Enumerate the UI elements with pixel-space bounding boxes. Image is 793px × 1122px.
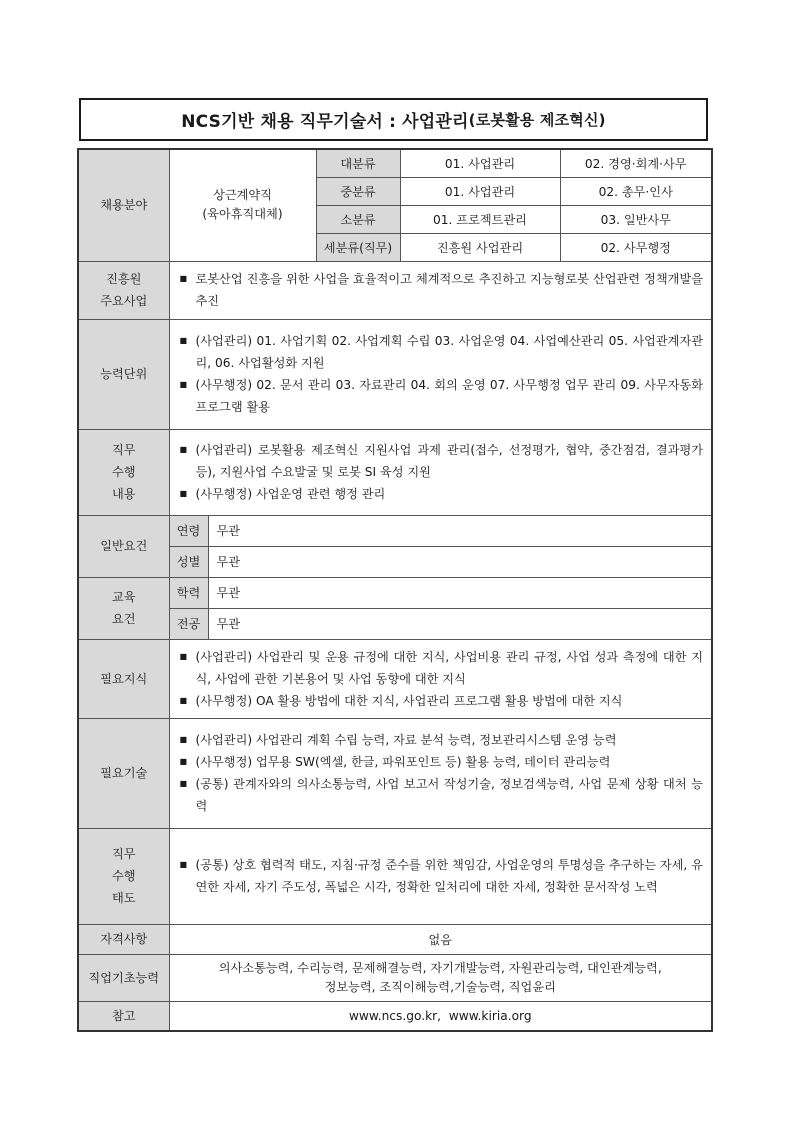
class-value-a: 01. 프로젝트관리 [400,205,560,233]
class-value-a: 01. 사업관리 [400,177,560,205]
education-requirements-label [78,577,169,639]
recruitment-field-label: 채용분야 [78,149,169,261]
class-level-label: 소분류 [316,205,400,233]
list-item: ■ (공통) 관계자와의 의사소통능력, 사업 보고서 작성기술, 정보검색능력, 사업 문제 상황 대처 능력 [178,773,704,817]
position-type [169,149,316,261]
main-business-label [78,261,169,319]
class-value-b: 02. 경영·회계·사무 [560,149,712,177]
label-line: 내용 [111,487,136,501]
list-item: ■ (사무행정) OA 활용 방법에 대한 지식, 사업관리 프로그램 활용 방법에 대한 지식 [178,690,704,712]
reference-links[interactable]: www.ncs.go.kr, www.kiria.org [169,1001,712,1031]
label-line: 수행 [111,869,136,883]
class-value-b: 02. 사무행정 [560,233,712,261]
class-value-a: 01. 사업관리 [400,149,560,177]
label-line: 수행 [111,465,136,479]
required-knowledge-content [169,639,712,718]
list-item: ■ (사업관리) 사업관리 계획 수립 능력, 자료 분석 능력, 정보관리시스템 운영 능력 [178,729,704,751]
document-title [79,98,708,141]
label-line: 교육 [111,590,136,604]
class-level-label: 세분류(직무) [316,233,400,261]
basic-abilities-line: 정보능력, 조직이해능력,기술능력, 직업윤리 [324,979,556,994]
main-business-content [169,261,712,319]
general-requirements-content [169,515,712,577]
basic-abilities-label: 직업기초능력 [78,954,169,1001]
required-knowledge-label: 필요지식 [78,639,169,718]
label-line: 직무 [111,443,136,457]
label-line: 직무 [111,847,136,861]
competency-units-content [169,319,712,429]
list-item: ■ (사무행정) 02. 문서 관리 03. 자료관리 04. 회의 운영 07. 사무행정 업무 관리 09. 사무자동화 프로그램 활용 [178,374,704,418]
list-item: ■ (사업관리) 01. 사업기획 02. 사업계획 수립 03. 사업운영 04. 사업예산관리 05. 사업관계자관리, 06. 사업활성화 지원 [178,330,704,374]
list-item: ■ (사업관리) 로봇활용 제조혁신 지원사업 과제 관리(접수, 선정평가, 협약, 중간점검, 결과평가 등), 지원사업 수요발굴 및 로봇 SI 육성 지원 [178,439,704,483]
title-sub: (로봇활용 제조혁신) [468,111,606,129]
required-skills-content [169,718,712,828]
job-duties-content [169,429,712,515]
class-level-label: 대분류 [316,149,400,177]
job-duties-label [78,429,169,515]
class-value-a: 진흥원 사업관리 [400,233,560,261]
class-level-label: 중분류 [316,177,400,205]
requirement-value: 무관 [208,578,711,609]
qualifications-label: 자격사항 [78,924,169,954]
education-requirements-content [169,577,712,639]
position-type-line: 상근계약직 [213,188,272,203]
requirement-value: 무관 [208,516,711,547]
label-line: 요건 [111,612,136,626]
list-item: ■ (사업관리) 사업관리 및 운용 규정에 대한 지식, 사업비용 관리 규정, 사업 성과 측정에 대한 지식, 사업에 관한 기본용어 및 사업 동향에 대한 지식 [178,646,704,690]
job-description-table [77,148,713,1032]
list-item: ■ (사무행정) 업무용 SW(엑셀, 한글, 파워포인트 등) 활용 능력, 데이터 관리능력 [178,751,704,773]
class-value-b: 02. 총무·인사 [560,177,712,205]
requirement-key: 학력 [170,578,209,609]
requirement-key: 성별 [170,546,209,577]
basic-abilities-line: 의사소통능력, 수리능력, 문제해결능력, 자기개발능력, 자원관리능력, 대인관계능력, [218,960,662,975]
requirement-value: 무관 [216,617,241,631]
requirement-key: 전공 [170,608,209,639]
title-main: NCS기반 채용 직무기술서 : 사업관리 [181,112,469,132]
requirement-key: 연령 [170,516,209,547]
requirement-value: 무관 [216,555,241,569]
label-line: 주요사업 [100,294,148,308]
job-attitude-label [78,828,169,924]
label-line: 태도 [111,891,136,905]
position-type-line: (육아휴직대체) [202,207,283,222]
reference-label: 참고 [78,1001,169,1031]
competency-units-label: 능력단위 [78,319,169,429]
class-value-b: 03. 일반사무 [560,205,712,233]
required-skills-label: 필요기술 [78,718,169,828]
label-line: 진흥원 [106,272,142,286]
general-requirements-label: 일반요건 [78,515,169,577]
qualifications-value: 없음 [169,924,712,954]
list-item: ■ 로봇산업 진흥을 위한 사업을 효율적이고 체계적으로 추진하고 지능형로봇 산업관련 정책개발을 추진 [178,268,704,312]
basic-abilities-value [169,954,712,1001]
list-item: ■ (사무행정) 사업운영 관련 행정 관리 [178,483,704,505]
job-attitude-content [169,828,712,924]
list-item: ■ (공통) 상호 협력적 태도, 지침·규정 준수를 위한 책임감, 사업운영의 투명성을 추구하는 자세, 유연한 자세, 자기 주도성, 폭넓은 시각, 정확한 일처리에 대한 자세, 정확한 문서작성 노력 [178,854,704,898]
